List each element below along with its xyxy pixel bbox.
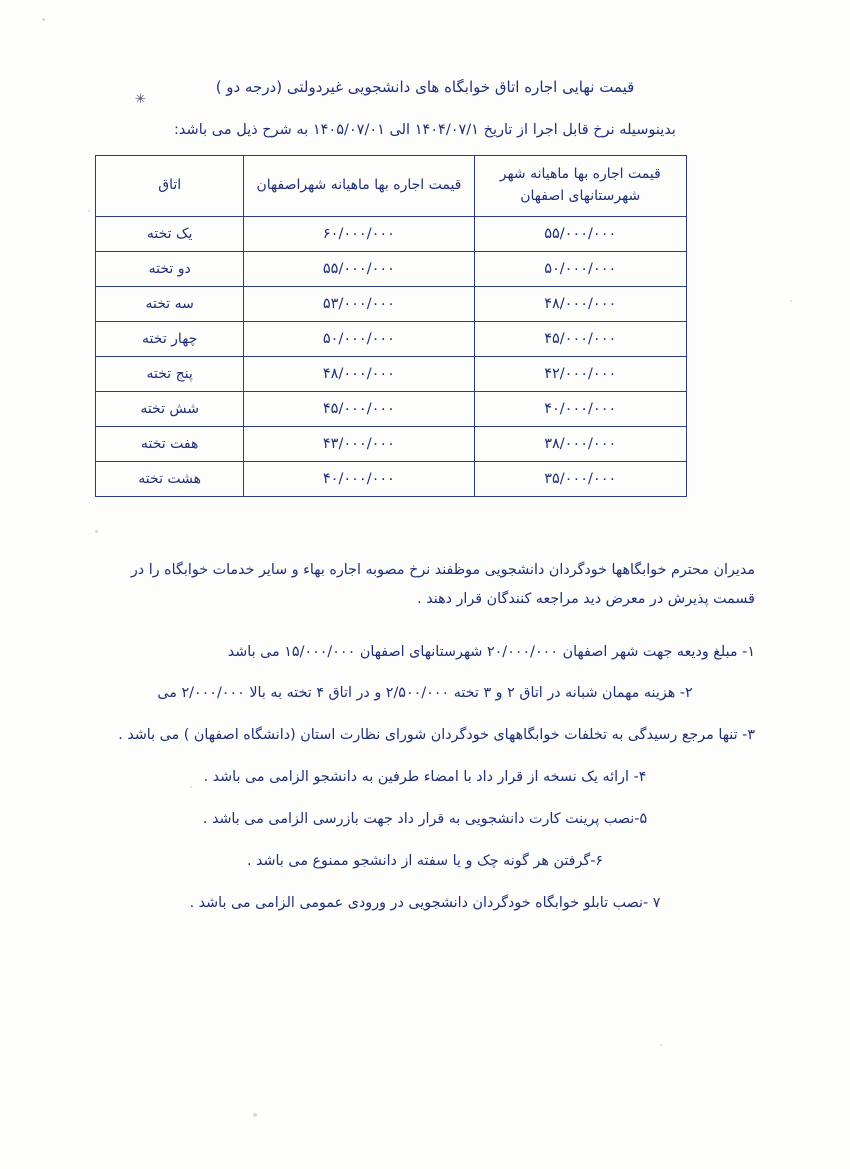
- cell-isfahan-price: ۵۵/۰۰۰/۰۰۰: [244, 252, 474, 287]
- cell-province-price: ۵۵/۰۰۰/۰۰۰: [474, 217, 686, 252]
- cell-room-type: سه تخته: [96, 287, 244, 322]
- cell-province-price: ۴۸/۰۰۰/۰۰۰: [474, 287, 686, 322]
- cell-isfahan-price: ۴۵/۰۰۰/۰۰۰: [244, 392, 474, 427]
- cell-room-type: چهار تخته: [96, 322, 244, 357]
- cell-province-price: ۴۵/۰۰۰/۰۰۰: [474, 322, 686, 357]
- cell-isfahan-price: ۴۰/۰۰۰/۰۰۰: [244, 462, 474, 497]
- header-room-type: اتاق: [96, 156, 244, 217]
- note-item-5: ۵-نصب پرینت کارت دانشجویی به قرار داد جهت بازرسی الزامی می باشد .: [202, 811, 648, 828]
- table-row: [96, 462, 687, 497]
- scan-speckle: [253, 1113, 257, 1117]
- asterisk-icon: ✳: [135, 92, 146, 107]
- cell-room-type: دو تخته: [96, 252, 244, 287]
- table-header-row: [96, 156, 687, 217]
- note-item-3: ۳- تنها مرجع رسیدگی به تخلفات خوابگاههای خودگردان شورای نظارت استان (دانشگاه اصفهان ) می باشد .: [118, 727, 755, 744]
- table-row: [96, 217, 687, 252]
- document-title: قیمت نهایی اجاره اتاق خوابگاه های دانشجویی غیردولتی (درجه دو ): [215, 78, 635, 96]
- scan-speckle: [42, 18, 45, 21]
- table-row: [96, 427, 687, 462]
- table-row: [96, 322, 687, 357]
- cell-isfahan-price: ۵۳/۰۰۰/۰۰۰: [244, 287, 474, 322]
- cell-province-price: ۵۰/۰۰۰/۰۰۰: [474, 252, 686, 287]
- table-row: [96, 392, 687, 427]
- cell-room-type: یک تخته: [96, 217, 244, 252]
- cell-room-type: پنج تخته: [96, 357, 244, 392]
- cell-room-type: هفت تخته: [96, 427, 244, 462]
- cell-room-type: هشت تخته: [96, 462, 244, 497]
- cell-province-price: ۴۰/۰۰۰/۰۰۰: [474, 392, 686, 427]
- header-isfahan-price: قیمت اجاره بها ماهیانه شهراصفهان: [244, 156, 474, 217]
- table-row: [96, 357, 687, 392]
- table-row: [96, 287, 687, 322]
- cell-isfahan-price: ۶۰/۰۰۰/۰۰۰: [244, 217, 474, 252]
- header-province-price: قیمت اجاره بها ماهیانه شهر شهرستانهای اصفهان: [474, 156, 686, 217]
- effective-period-subtitle: بدینوسیله نرخ قابل اجرا از تاریخ ۱۴۰۴/۰۷/۱ الی ۱۴۰۵/۰۷/۰۱ به شرح ذیل می باشد:: [174, 122, 676, 138]
- scan-speckle: [88, 210, 90, 212]
- scan-speckle: [95, 530, 98, 533]
- cell-province-price: ۴۲/۰۰۰/۰۰۰: [474, 357, 686, 392]
- note-item-6: ۶-گرفتن هر گونه چک و یا سفته از دانشجو ممنوع می باشد .: [246, 852, 604, 869]
- rates-table: [95, 155, 687, 497]
- note-item-7: ۷ -نصب تابلو خوابگاه خودگردان دانشجویی در ورودی عمومی الزامی می باشد .: [189, 894, 661, 911]
- cell-isfahan-price: ۴۳/۰۰۰/۰۰۰: [244, 427, 474, 462]
- table-row: [96, 252, 687, 287]
- note-item-2: ۲- هزینه مهمان شبانه در اتاق ۲ و ۳ تخته ۲/۵۰۰/۰۰۰ و در اتاق ۴ تخته به بالا ۲/۰۰۰/۰۰۰ می: [157, 685, 693, 702]
- scan-speckle: [660, 1044, 662, 1046]
- cell-room-type: شش تخته: [96, 392, 244, 427]
- cell-province-price: ۳۸/۰۰۰/۰۰۰: [474, 427, 686, 462]
- notes-section: [95, 556, 755, 932]
- note-item-4: ۴- ارائه یک نسخه از قرار داد با امضاء طرفین به دانشجو الزامی می باشد .: [203, 769, 647, 786]
- cell-province-price: ۳۵/۰۰۰/۰۰۰: [474, 462, 686, 497]
- scan-speckle: [790, 300, 792, 302]
- cell-isfahan-price: ۴۸/۰۰۰/۰۰۰: [244, 357, 474, 392]
- note-item-1: ۱- مبلغ ودیعه جهت شهر اصفهان ۲۰/۰۰۰/۰۰۰ شهرستانهای اصفهان ۱۵/۰۰۰/۰۰۰ می باشد: [227, 643, 755, 660]
- notes-intro: مدیران محترم خوابگاهها خودگردان دانشجویی موظفند نرخ مصوبه اجاره بهاء و سایر خدمات خوابگاه را در قسمت پذیرش در معرض دید مراجعه کنندگان قرار دهند .: [130, 562, 755, 608]
- cell-isfahan-price: ۵۰/۰۰۰/۰۰۰: [244, 322, 474, 357]
